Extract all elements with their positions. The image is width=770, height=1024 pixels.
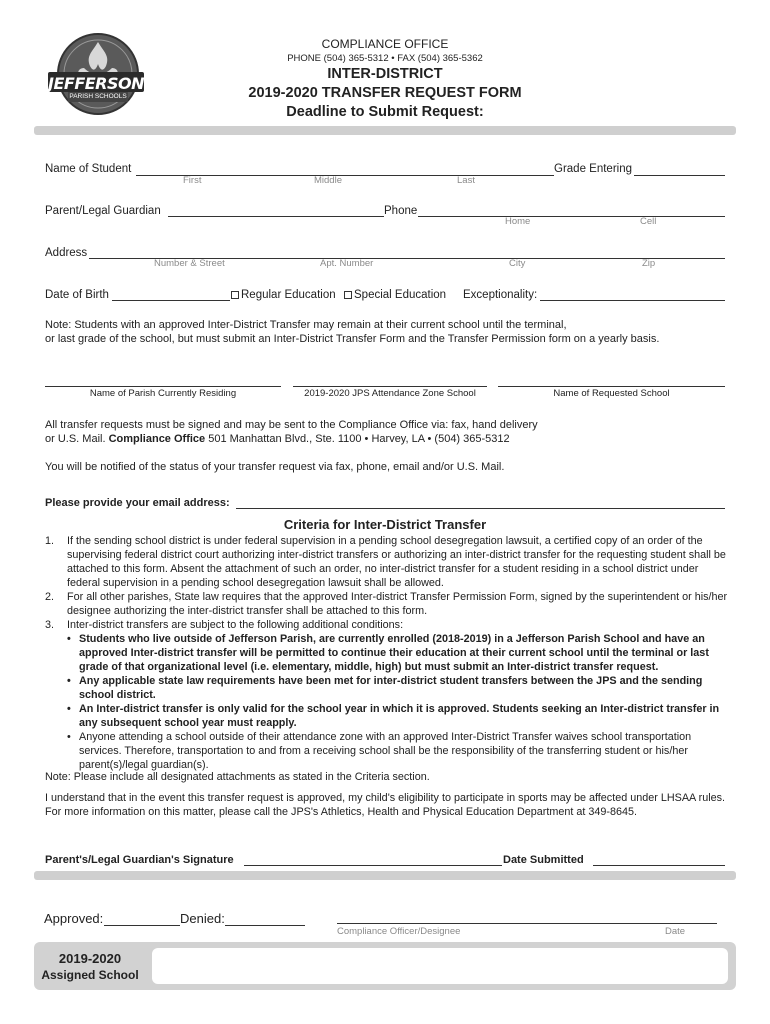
phone-field[interactable] — [418, 216, 725, 217]
divider-bar-2 — [34, 871, 736, 880]
student-name-label: Name of Student — [45, 163, 132, 175]
denied-label: Denied: — [180, 911, 225, 926]
bullet-text: An Inter-district transfer is only valid for the school year in which it is approved. Students seeking an Inter-district transfer in any subsequent school year must reapply. — [79, 703, 720, 729]
regular-label: Regular Education — [241, 289, 336, 301]
notify-text: You will be notified of the status of your transfer request via fax, phone, email and/or U.S. Mail. — [45, 461, 505, 473]
exceptionality-field[interactable] — [540, 300, 725, 301]
parish-hint: Name of Parish Currently Residing — [89, 388, 237, 399]
date-submitted-field[interactable] — [593, 865, 725, 866]
apt-hint: Apt. Number — [320, 258, 374, 269]
grade-field[interactable] — [634, 175, 725, 176]
bullet-text: Any applicable state law requirements have been met for inter-district student transfers between the JPS and the sending school district. — [79, 675, 703, 701]
dob-label: Date of Birth — [45, 289, 109, 301]
office-phone: PHONE (504) 365-5312 • FAX (504) 365-5362 — [287, 53, 483, 64]
street-hint: Number & Street — [154, 258, 225, 269]
bullet: • — [67, 703, 71, 715]
officer-date-hint: Date — [665, 926, 686, 937]
special-checkbox[interactable] — [344, 291, 352, 299]
criteria-text: Inter-district transfers are subject to the following additional conditions: — [67, 619, 404, 631]
compliance-office-name: Compliance Office — [108, 433, 206, 445]
criteria-number: 1. — [45, 535, 55, 547]
bullet-text: Students who live outside of Jefferson Parish, are currently enrolled (2018-2019) in a Jefferson Parish School and have an approved Inter-district transfer will be permitted to continue their education at their current school until the terminal or last grade of that organizational level (i.e. elementary, middle, high) but must submit an Inter-district transfer request. — [79, 633, 709, 673]
criteria-bullet-1 — [45, 632, 735, 674]
criteria-text: For all other parishes, State law requires that the approved Inter-district Transfer Permission Form, signed by the superintendent or his/her designee authorizing the inter-district transfer shall be attached to this form. — [67, 591, 728, 617]
bullet: • — [67, 731, 71, 743]
exceptionality-label: Exceptionality: — [463, 289, 538, 301]
email-label: Please provide your email address: — [45, 497, 230, 509]
zone-school-hint: 2019-2020 JPS Attendance Zone School — [304, 388, 476, 399]
lhsaa-text: I understand that in the event this transfer request is approved, my child's eligibility to participate in sports may be affected under LHSAA rules. For more information on this matter, please call the JPS's Athletics, Health and Physical Education Department at 349-8645. — [45, 792, 726, 818]
regular-education-option[interactable] — [231, 289, 336, 301]
requested-school-field[interactable] — [498, 386, 725, 387]
dob-field[interactable] — [112, 300, 230, 301]
bullet: • — [67, 675, 71, 687]
assigned-label: Assigned School — [41, 968, 139, 982]
submit-line-2 — [45, 433, 510, 445]
criteria-number: 3. — [45, 619, 55, 631]
grade-label: Grade Entering — [554, 163, 632, 175]
address-label: Address — [45, 247, 88, 259]
officer-hint: Compliance Officer/Designee — [337, 926, 461, 937]
criteria-text: If the sending school district is under federal supervision in a pending school desegregation lawsuit, a certified copy of an order of the supervising federal district court authorizing inter-district transfers or authorizing an inter-district transfer for the requesting student shall be attached to this form. Absent the attachment of such an order, no inter-district transfer for a student residing in a school district under federal supervision in a pending school desegregation lawsuit shall be allowed. — [67, 535, 726, 589]
bullet-text: Anyone attending a school outside of their attendance zone with an approved Inter-District Transfer waives school transportation services. Therefore, transportation to and from a receiving school shall be the responsibility of the transferring student or his/her parent(s)/legal guardian(s). — [79, 731, 692, 771]
cell-hint: Cell — [640, 216, 657, 227]
note-line-1: Note: Students with an approved Inter-District Transfer may remain at their current school until the terminal, — [45, 319, 567, 331]
approved-label: Approved: — [44, 911, 104, 926]
email-field[interactable] — [236, 508, 725, 509]
criteria-item-1 — [45, 534, 735, 590]
criteria-bullet-4 — [45, 730, 735, 772]
guardian-field[interactable] — [168, 216, 384, 217]
last-hint: Last — [457, 175, 475, 186]
bullet: • — [67, 633, 71, 645]
submit-line-2-pre: or U.S. Mail. — [45, 433, 109, 445]
special-label: Special Education — [354, 289, 447, 301]
assigned-year: 2019-2020 — [58, 951, 122, 966]
form-title-1: INTER-DISTRICT — [327, 66, 443, 82]
parish-field[interactable] — [45, 386, 281, 387]
phone-label: Phone — [384, 205, 418, 217]
criteria-bullet-3 — [45, 702, 735, 730]
officer-signature-field[interactable] — [337, 923, 717, 924]
approved-field[interactable] — [104, 925, 180, 926]
criteria-bullet-2 — [45, 674, 735, 702]
signature-label: Parent's/Legal Guardian's Signature — [45, 854, 234, 866]
first-hint: First — [183, 175, 202, 186]
signature-field[interactable] — [244, 865, 502, 866]
criteria-title: Criteria for Inter-District Transfer — [283, 517, 487, 532]
jefferson-logo — [46, 28, 146, 120]
form-title-3: Deadline to Submit Request: — [286, 104, 484, 120]
criteria-note: Note: Please include all designated attachments as stated in the Criteria section. — [45, 771, 430, 783]
special-education-option[interactable] — [344, 289, 446, 301]
middle-hint: Middle — [314, 175, 342, 186]
office-name: COMPLIANCE OFFICE — [321, 37, 449, 51]
zone-school-field[interactable] — [293, 386, 487, 387]
home-hint: Home — [505, 216, 531, 227]
city-hint: City — [509, 258, 526, 269]
regular-checkbox[interactable] — [231, 291, 239, 299]
logo-text: JEFFERSON — [48, 74, 145, 93]
submit-line-1: All transfer requests must be signed and may be sent to the Compliance Office via: fax, hand delivery — [45, 419, 538, 431]
date-submitted-label: Date Submitted — [503, 854, 584, 866]
zip-hint: Zip — [642, 258, 656, 269]
compliance-office-address: 501 Manhattan Blvd., Ste. 1100 • Harvey, LA • (504) 365-5312 — [205, 433, 510, 445]
criteria-number: 2. — [45, 591, 55, 603]
denied-field[interactable] — [225, 925, 305, 926]
requested-school-hint: Name of Requested School — [553, 388, 670, 399]
guardian-label: Parent/Legal Guardian — [45, 205, 161, 217]
criteria-item-2 — [45, 590, 735, 618]
logo-subtext: PARISH SCHOOLS — [69, 93, 127, 100]
form-title-2: 2019-2020 TRANSFER REQUEST FORM — [248, 85, 522, 101]
divider-bar — [34, 126, 736, 135]
criteria-item-3 — [45, 618, 735, 632]
assigned-school-field[interactable] — [152, 948, 728, 984]
note-line-2: or last grade of the school, but must submit an Inter-District Transfer Form and the Transfer Permission form on a yearly basis. — [45, 333, 660, 345]
